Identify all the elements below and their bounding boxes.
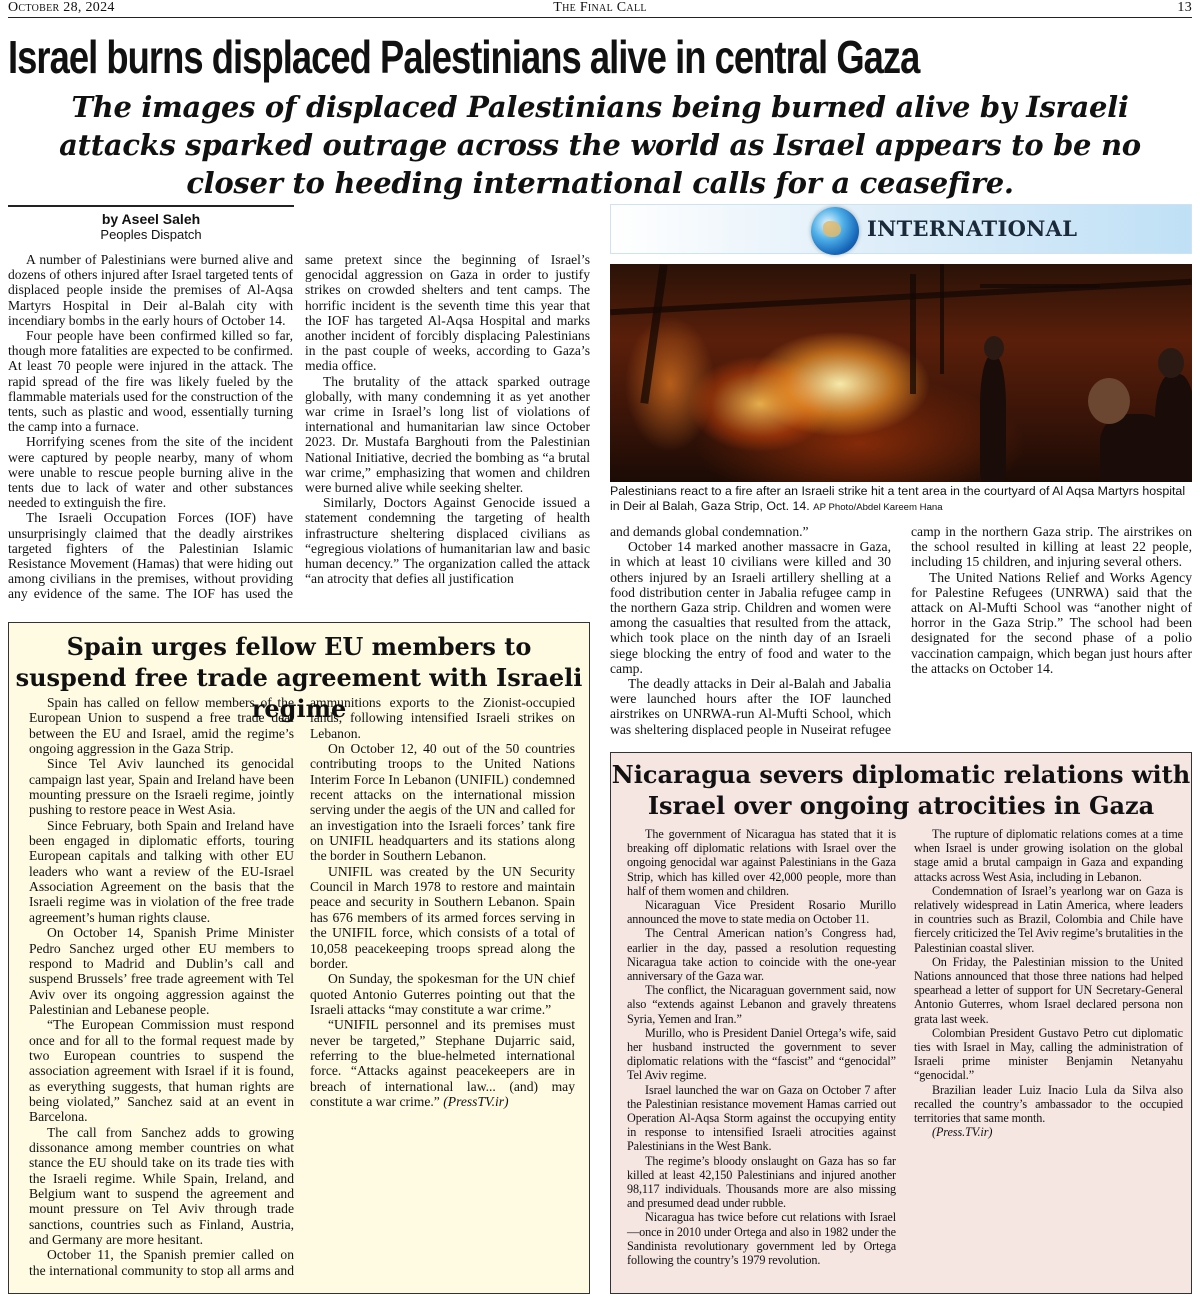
article-paragraph: The brutality of the attack sparked outrage globally, with many condemning it as yet another war crime in Israel’s long list of violations of international and humanitarian law since October 2023. Dr. Mustafa Barghouti from the Palestinian National Initiative, decried the bombing as “a brutal war crime,” emphasizing that women and children were burned alive while seeking shelter.	[305, 373, 590, 496]
article-paragraph: Since Tel Aviv launched its genocidal campaign last year, Spain and Ireland have been mounting pressure on the Israeli regime, jointly pushing to restore peace in West Asia.	[29, 756, 294, 818]
article-paragraph: “UNIFIL personnel and its premises must never be targeted,” Stephane Dujarric said, referring to the blue-helmeted international force. “Attacks against peacekeepers are in breach of international law... (and) may constitute a war crime.” (PressTV.ir)	[310, 1017, 575, 1109]
article-paragraph: October 11, the Spanish premier called on the international community to stop all arms and ammunitions exports to the Zionist-occupied lands, following intensified Israeli strikes on Lebanon.	[29, 695, 575, 1278]
issue-date: October 28, 2024	[8, 0, 115, 15]
spain-article-box	[8, 622, 590, 1294]
article-paragraph: The deadly attacks in Deir al-Balah and Jabalia were launched hours after the IOF launched airstrikes on UNRWA-run Al-Mufti School, which was sheltering displaced people in Nuseirat refugee camp in the northern Gaza strip. The airstrikes on the school resulted in killing at least 22 people, including 15 children, and injuring several others.	[610, 524, 1192, 737]
spain-article-title: Spain urges fellow EU members to suspend free trade agreement with Israeli regime	[15, 632, 583, 723]
international-section-banner	[610, 204, 1192, 254]
article-paragraph: Murillo, who is President Daniel Ortega’s wife, said her husband instructed the government to sever diplomatic relations with the “fascist” and “genocidal” Tel Aviv regime.	[627, 1025, 896, 1083]
source-signature: (Press.TV.ir)	[932, 1125, 993, 1140]
article-paragraph: The Israeli Occupation Forces (IOF) have unsurprisingly claimed that the deadly airstrikes targeted fighters of the Palestinian Islamic Resistance Movement (Hamas) that were hiding out among civilians in the premises, without providing any evidence of the same. The IOF has used the same pretext since the beginning of Israel’s genocidal aggression on Gaza in order to justify strikes on crowded shelters and tent camps. The horrific incident is the seventh time this year that the IOF has targeted Al-Aqsa Hospital and marks another incident of forcibly displacing Palestinians in the past couple of weeks, according to Gaza’s media office.	[8, 252, 590, 602]
article-paragraph: UNIFIL was created by the UN Security Council in March 1978 to restore and maintain peace and security in Southern Lebanon. Spain has 676 members of its armed forces serving in the UNIFIL force, which consists of a total of 10,058 peacekeeping troops spread along the border.	[310, 863, 575, 971]
article-paragraph: The call from Sanchez adds to growing dissonance among member countries on what stance the EU should take on its trade ties with the Israeli regime. While Spain, Ireland, and Belgium want to suspend the agreement and mount pressure on Tel Aviv through trade sanctions, countries such as Finland, Austria, and Germany are more hesitant.	[29, 1124, 294, 1248]
article-paragraph: The Central American nation’s Congress had, earlier in the day, passed a resolution requesting Nicaragua take action to coincide with the one-year anniversary of the Gaza war.	[627, 926, 896, 984]
article-paragraph: On Friday, the Palestinian mission to the United Nations announced that those three nations had helped spearhead a letter of support for UN Secretary-General Antonio Guterres, whom Israel declared persona non grata last week.	[914, 954, 1183, 1026]
fire-photo	[610, 264, 1192, 482]
masthead	[8, 0, 1192, 18]
main-headline: Israel burns displaced Palestinians alive in central Gaza	[8, 31, 920, 83]
article-paragraph: Nicaragua has twice before cut relations with Israel—once in 2010 under Ortega and also in 1982 under the Sandinista revolutionary government led by Ortega following the country’s 1979 revolution.	[627, 1210, 896, 1268]
article-paragraph: Israel launched the war on Gaza on October 7 after the Palestinian resistance movement Hamas carried out Operation Al-Aqsa Storm against the occupying entity in response to intensified Israeli atrocities against Palestinians in the West Bank.	[627, 1082, 896, 1154]
article-paragraph: and demands global condemnation.”	[610, 524, 809, 539]
byline	[8, 205, 294, 242]
source-signature: (PressTV.ir)	[439, 1093, 509, 1109]
page-number: 13	[1177, 0, 1192, 15]
article-paragraph: “The European Commission must respond once and for all to the formal request made by two European countries to suspend the association agreement with Israel if it is found, as everything suggests, that human rights are being violated,” Sanchez said at an event in Barcelona.	[29, 1017, 294, 1125]
article-paragraph: Colombian President Gustavo Petro cut diplomatic ties with Israel in May, calling the administration of Israeli prime minister Benjamin Netanyahu “genocidal.”	[914, 1025, 1183, 1083]
article-paragraph: Since February, both Spain and Ireland have been engaged in diplomatic efforts, touring European capitals and talking with other EU leaders who want a review of the EU-Israel Association Agreement on the basis that the Israeli regime was in violation of the free trade agreement’s human rights clause.	[29, 817, 294, 925]
article-paragraph: The government of Nicaragua has stated that it is breaking off diplomatic relations with Israel over the ongoing genocidal war against Palestinians in the Gaza Strip, which has killed over 42,000 people, more than half of them women and children.	[627, 827, 896, 898]
article-paragraph: Spain has called on fellow members of the European Union to suspend a free trade deal between the EU and Israel, amid the regime’s ongoing aggression in the Gaza Strip.	[29, 695, 294, 757]
main-article-body	[8, 252, 590, 612]
article-paragraph: Similarly, Doctors Against Genocide issued a statement condemning the targeting of health infrastructure sheltering displaced civilians as “egregious violations of humanitarian law and basic human decency.” The organization called the attack “an atrocity that defies all justification	[305, 495, 590, 587]
article-paragraph: Nicaraguan Vice President Rosario Murillo announced the move to state media on October 11.	[627, 898, 896, 927]
article-paragraph: The regime’s bloody onslaught on Gaza has so far killed at least 42,150 Palestinians and injured another 98,117 individuals. Thousands more are also missing and presumed dead under rubble.	[627, 1153, 896, 1211]
article-paragraph: October 14 marked another massacre in Gaza, in which at least 10 civilians were killed and 30 others injured by an Israeli artillery shelling at a food distribution center in Jabalia refugee camp in the northern Gaza strip. Children and women were among the casualties that resulted from the attack, which took place on the ninth day of an Israeli siege blocking the entry of food and water to the camp.	[610, 539, 891, 676]
article-paragraph: On Sunday, the spokesman for the UN chief quoted Antonio Guterres pointing out that the Israeli attacks “may constitute a war crime.”	[310, 971, 575, 1017]
photo-caption	[610, 484, 1192, 515]
nicaragua-article-title: Nicaragua severs diplomatic relations with Israel over ongoing atrocities in Gaza	[611, 760, 1191, 820]
publication-name: The Final Call	[553, 0, 647, 15]
article-paragraph: The conflict, the Nicaraguan government said, now also “extends against Lebanon and gravely threatens Syria, Yemen and Iran.”	[627, 983, 896, 1026]
headline-deck: The images of displaced Palestinians being burned alive by Israeli attacks sparked outrage across the world as Israel appears to be no closer to heeding international calls for a ceasefire.	[59, 90, 1141, 200]
article-paragraph: Horrifying scenes from the site of the incident were captured by people nearby, many of whom were unable to rescue people burning alive in the tents due to lack of water and other substances needed to extinguish the fire.	[8, 434, 293, 511]
article-paragraph: On October 12, 40 out of the 50 countries contributing troops to the United Nations Interim Force In Lebanon (UNIFIL) condemned recent attacks on the international mission serving under the aegis of the UN and called for an investigation into the Israeli forces’ tank fire on UNIFIL headquarters and its stations along the border in Southern Lebanon.	[310, 741, 575, 864]
byline-author: by Aseel Saleh	[101, 211, 201, 227]
article-paragraph: Four people have been confirmed killed so far, though more fatalities are expected to be confirmed. At least 70 people were injured in the attack. The rapid spread of the fire was likely fueled by the flammable materials used for the construction of the tents, such as plastic and wood, essentially turning the camp into a furnace.	[8, 328, 293, 435]
photo-credit: AP Photo/Abdel Kareem Hana	[813, 502, 943, 513]
nicaragua-article-body	[627, 827, 1183, 1289]
article-paragraph: A number of Palestinians were burned alive and dozens of others injured after Israel targeted tents of displaced people inside the premises of Al-Aqsa Martyrs Hospital in Deir al-Balah city with incendiary bombs in the early hours of October 14.	[8, 252, 293, 328]
section-label: INTERNATIONAL	[867, 216, 1078, 241]
article-paragraph: The rupture of diplomatic relations comes at a time when Israel is under growing isolation on the global stage amid a brutal campaign in Gaza and expanding attacks across West Asia, including in Lebanon.	[914, 827, 1183, 884]
nicaragua-article-box	[610, 752, 1192, 1294]
article-paragraph: Condemnation of Israel’s yearlong war on Gaza is relatively widespread in Latin America, where leaders in countries such as Brazil, Colombia and Chile have fiercely criticized the Tel Aviv regime’s brutalities in the Palestinian coastal sliver.	[914, 883, 1183, 955]
spain-article-body	[29, 695, 575, 1289]
article-paragraph: On October 14, Spanish Prime Minister Pedro Sanchez urged other EU members to respond to Madrid and Dublin’s call and suspend Brussels’ free trade agreement with Tel Aviv over its ongoing aggression against the Palestinian and Lebanese people.	[29, 925, 294, 1017]
main-article-continued	[610, 524, 1192, 738]
article-paragraph: The United Nations Relief and Works Agency for Palestine Refugees (UNRWA) said that the attack on Al-Mufti School was “another night of horror in the Gaza Strip.” The school had been designated for the second phase of a polio vaccination campaign, which began just hours after the attacks on October 14.	[911, 569, 1192, 676]
byline-organization: Peoples Dispatch	[100, 227, 202, 242]
article-paragraph: Brazilian leader Luiz Inacio Lula da Silva also recalled the country’s ambassador to the occupied territories that same month.	[914, 1082, 1183, 1126]
globe-icon	[811, 207, 859, 255]
caption-text: Palestinians react to a fire after an Israeli strike hit a tent area in the courtyard of Al Aqsa Martyrs hospital in Deir al Balah, Gaza Strip, Oct. 14.	[610, 484, 1186, 513]
